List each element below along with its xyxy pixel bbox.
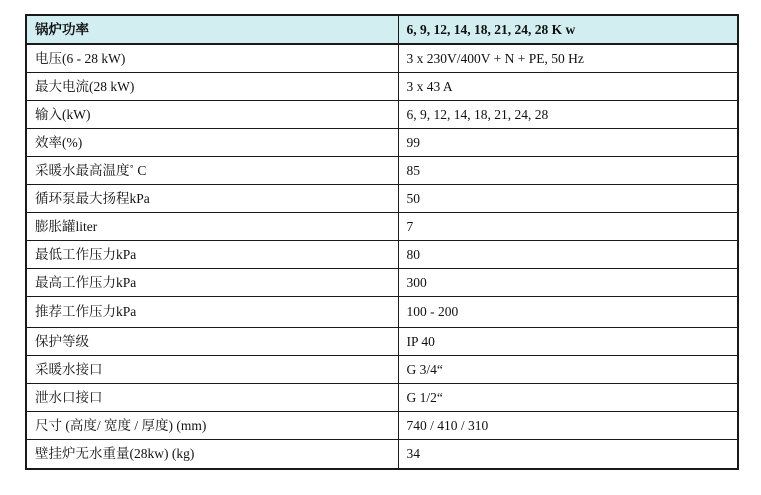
table-row <box>26 297 738 328</box>
row-value: 34 <box>398 440 738 470</box>
row-value: 99 <box>398 129 738 157</box>
row-value: 3 x 230V/400V + N + PE, 50 Hz <box>398 44 738 73</box>
row-label: 推荐工作压力kPa <box>26 297 398 328</box>
row-value: 300 <box>398 269 738 297</box>
table-row <box>26 157 738 185</box>
table-row <box>26 213 738 241</box>
header-value: 6, 9, 12, 14, 18, 21, 24, 28 K w <box>398 15 738 44</box>
row-label: 电压(6 - 28 kW) <box>26 44 398 73</box>
table-row <box>26 328 738 356</box>
row-label: 最大电流(28 kW) <box>26 73 398 101</box>
table-row <box>26 241 738 269</box>
row-label: 效率(%) <box>26 129 398 157</box>
row-value: 6, 9, 12, 14, 18, 21, 24, 28 <box>398 101 738 129</box>
row-value: 85 <box>398 157 738 185</box>
boiler-spec-table <box>25 14 739 470</box>
row-value: 100 - 200 <box>398 297 738 328</box>
row-value: 7 <box>398 213 738 241</box>
table-row <box>26 185 738 213</box>
row-value: IP 40 <box>398 328 738 356</box>
row-label: 循环泵最大扬程kPa <box>26 185 398 213</box>
header-label: 锅炉功率 <box>26 15 398 44</box>
table-row <box>26 101 738 129</box>
row-value: G 3/4“ <box>398 356 738 384</box>
row-label: 壁挂炉无水重量(28kw) (kg) <box>26 440 398 470</box>
row-label: 膨胀罐liter <box>26 213 398 241</box>
table-row <box>26 73 738 101</box>
table-row <box>26 384 738 412</box>
table-row <box>26 440 738 470</box>
row-label: 输入(kW) <box>26 101 398 129</box>
row-label: 保护等级 <box>26 328 398 356</box>
table-row <box>26 356 738 384</box>
row-value: 3 x 43 A <box>398 73 738 101</box>
row-value: 50 <box>398 185 738 213</box>
table-row <box>26 44 738 73</box>
row-label: 最高工作压力kPa <box>26 269 398 297</box>
row-label: 采暖水最高温度˚ C <box>26 157 398 185</box>
row-value: 740 / 410 / 310 <box>398 412 738 440</box>
table-row <box>26 412 738 440</box>
row-label: 最低工作压力kPa <box>26 241 398 269</box>
table-row <box>26 129 738 157</box>
row-label: 泄水口接口 <box>26 384 398 412</box>
row-value: 80 <box>398 241 738 269</box>
table-header-row <box>26 15 738 44</box>
row-label: 尺寸 (高度/ 宽度 / 厚度) (mm) <box>26 412 398 440</box>
row-value: G 1/2“ <box>398 384 738 412</box>
row-label: 采暖水接口 <box>26 356 398 384</box>
table-row <box>26 269 738 297</box>
